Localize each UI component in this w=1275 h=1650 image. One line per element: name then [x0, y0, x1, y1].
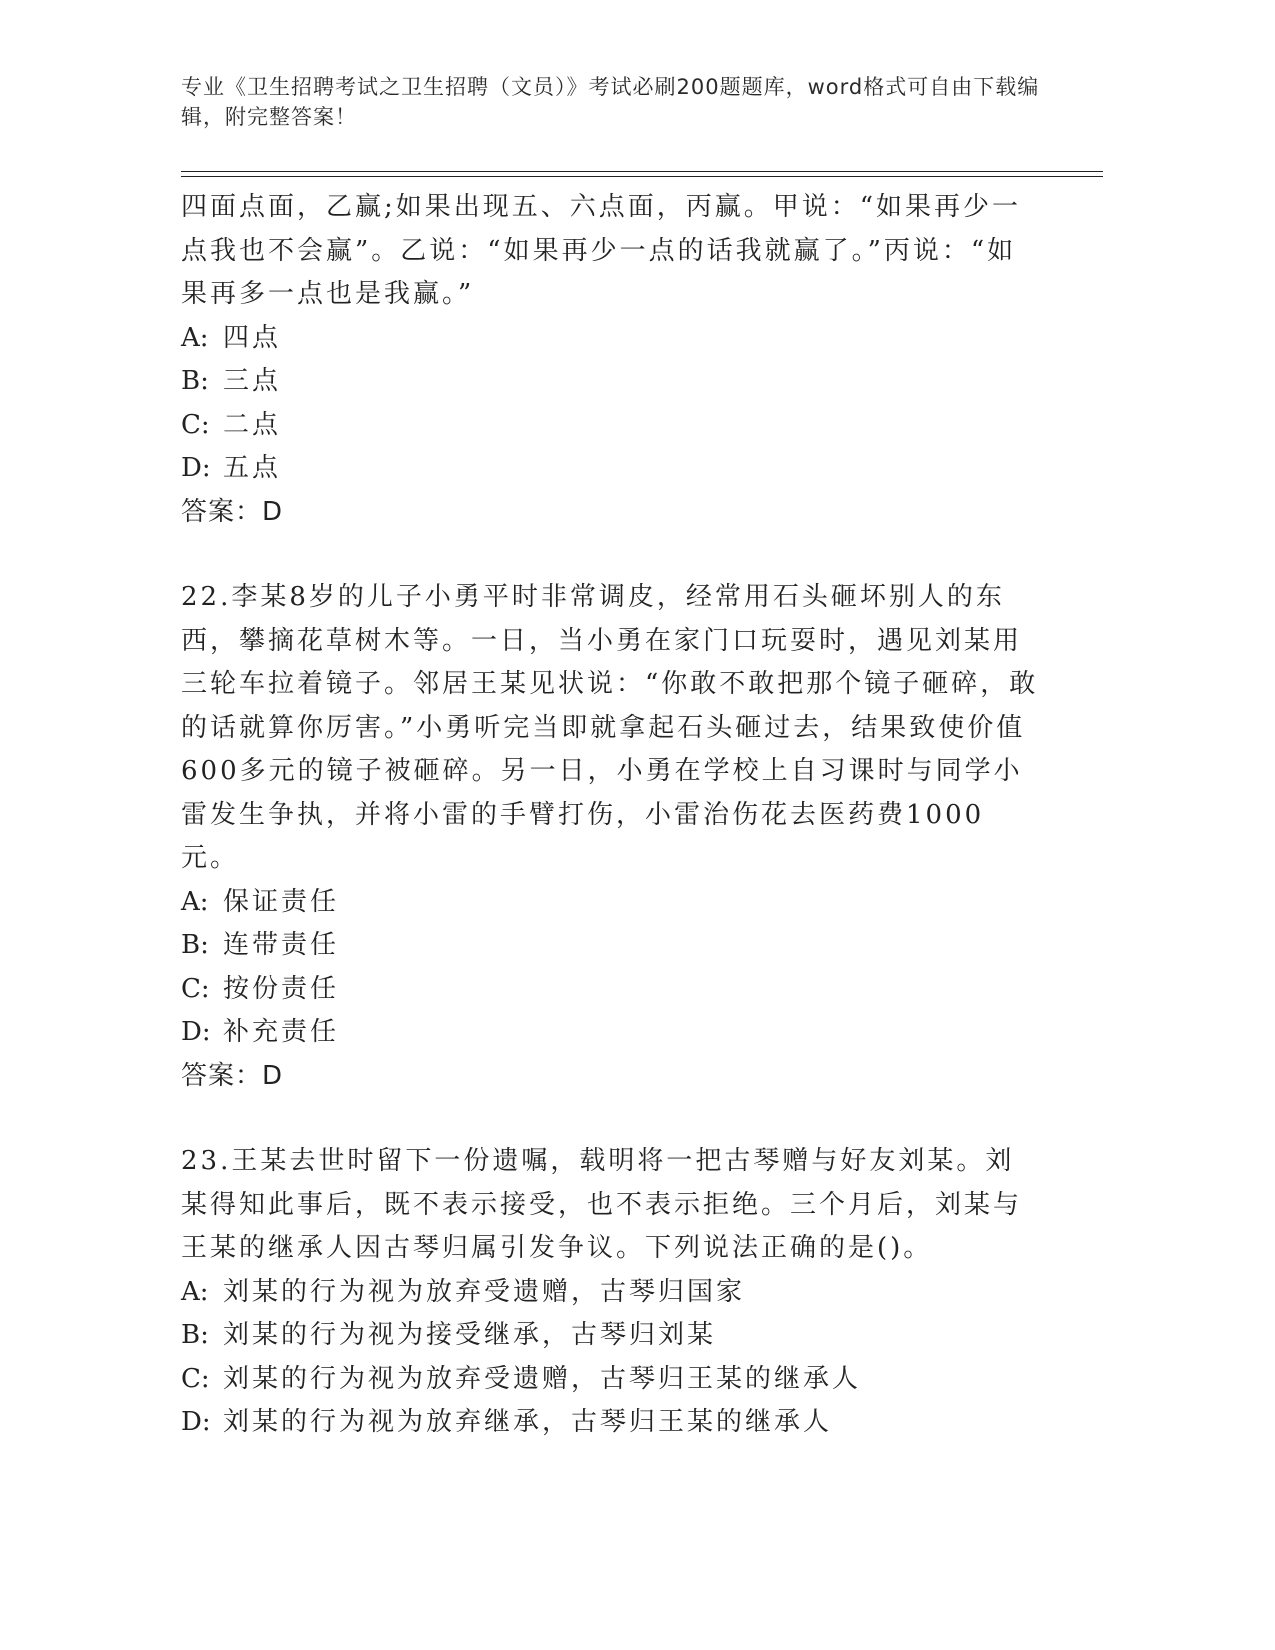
- option-letter: B:: [181, 930, 209, 960]
- question-list: [181, 186, 1041, 1445]
- option-letter: A:: [181, 322, 209, 353]
- option-text: 刘某的行为视为放弃受遗赠，古琴归王某的继承人: [223, 1363, 862, 1394]
- option-text: 四点: [223, 322, 282, 353]
- option-letter: C:: [181, 1363, 210, 1394]
- option-b: [181, 924, 1041, 968]
- option-d: [181, 447, 1041, 491]
- option-letter: C:: [181, 409, 210, 440]
- question-stem: 22.李某8岁的儿子小勇平时非常调皮，经常用石头砸坏别人的东西，攀摘花草树木等。一日，当小勇在家门口玩耍时，遇见刘某用三轮车拉着镜子。邻居王某见状说：“你敢不敢把那个镜子砸碎，敢的话就算你厉害。”小勇听完当即就拿起石头砸过去，结果致使价值600多元的镜子被砸碎。另一日，小勇在学校上自习课时与同学小雷发生争执，并将小雷的手臂打伤，小雷治伤花去医药费1000元。: [181, 582, 1039, 873]
- option-letter: C:: [181, 973, 210, 1004]
- document-header: 专业《卫生招聘考试之卫生招聘（文员）》考试必刷200题题库，word格式可自由下载编辑，附完整答案！: [181, 75, 1040, 129]
- option-a: [181, 881, 1041, 925]
- option-letter: B:: [181, 366, 209, 396]
- option-a: [181, 1271, 1041, 1315]
- option-d: [181, 1011, 1041, 1055]
- option-letter: A:: [181, 1276, 209, 1307]
- option-text: 刘某的行为视为放弃继承，古琴归王某的继承人: [223, 1407, 833, 1437]
- option-text: 刘某的行为视为接受继承，古琴归刘某: [223, 1320, 717, 1350]
- header-rule-top: [181, 171, 1103, 172]
- header-rule-bottom: [181, 176, 1103, 177]
- option-text: 按份责任: [223, 973, 340, 1004]
- option-text: 连带责任: [223, 930, 340, 960]
- option-letter: D:: [181, 453, 211, 483]
- option-c: [181, 1358, 1041, 1402]
- question-21: [181, 186, 1041, 534]
- spacer: [181, 534, 1041, 576]
- answer-line: 答案：D: [181, 1060, 284, 1091]
- option-text: 三点: [223, 366, 282, 396]
- option-b: [181, 360, 1041, 404]
- question-23: [181, 1140, 1041, 1445]
- question-22: [181, 576, 1041, 1098]
- question-stem: 四面点面，乙赢;如果出现五、六点面，丙赢。甲说：“如果再少一点我也不会赢”。乙说：“如果再少一点的话我就赢了。”丙说：“如果再多一点也是我赢。”: [181, 192, 1022, 309]
- option-text: 保证责任: [223, 886, 340, 917]
- option-text: 补充责任: [223, 1017, 340, 1047]
- option-text: 二点: [223, 409, 282, 440]
- answer-line: 答案：D: [181, 496, 284, 527]
- option-c: [181, 968, 1041, 1012]
- option-d: [181, 1401, 1041, 1445]
- option-text: 刘某的行为视为放弃受遗赠，古琴归国家: [223, 1276, 746, 1307]
- option-letter: A:: [181, 886, 209, 917]
- option-a: [181, 317, 1041, 361]
- option-letter: D:: [181, 1407, 211, 1437]
- option-text: 五点: [223, 453, 282, 483]
- option-letter: D:: [181, 1017, 211, 1047]
- spacer: [181, 1098, 1041, 1140]
- option-c: [181, 404, 1041, 448]
- question-stem: 23.王某去世时留下一份遗嘱，载明将一把古琴赠与好友刘某。刘某得知此事后，既不表示接受，也不表示拒绝。三个月后，刘某与王某的继承人因古琴归属引发争议。下列说法正确的是()。: [181, 1146, 1023, 1263]
- option-b: [181, 1314, 1041, 1358]
- option-letter: B:: [181, 1320, 209, 1350]
